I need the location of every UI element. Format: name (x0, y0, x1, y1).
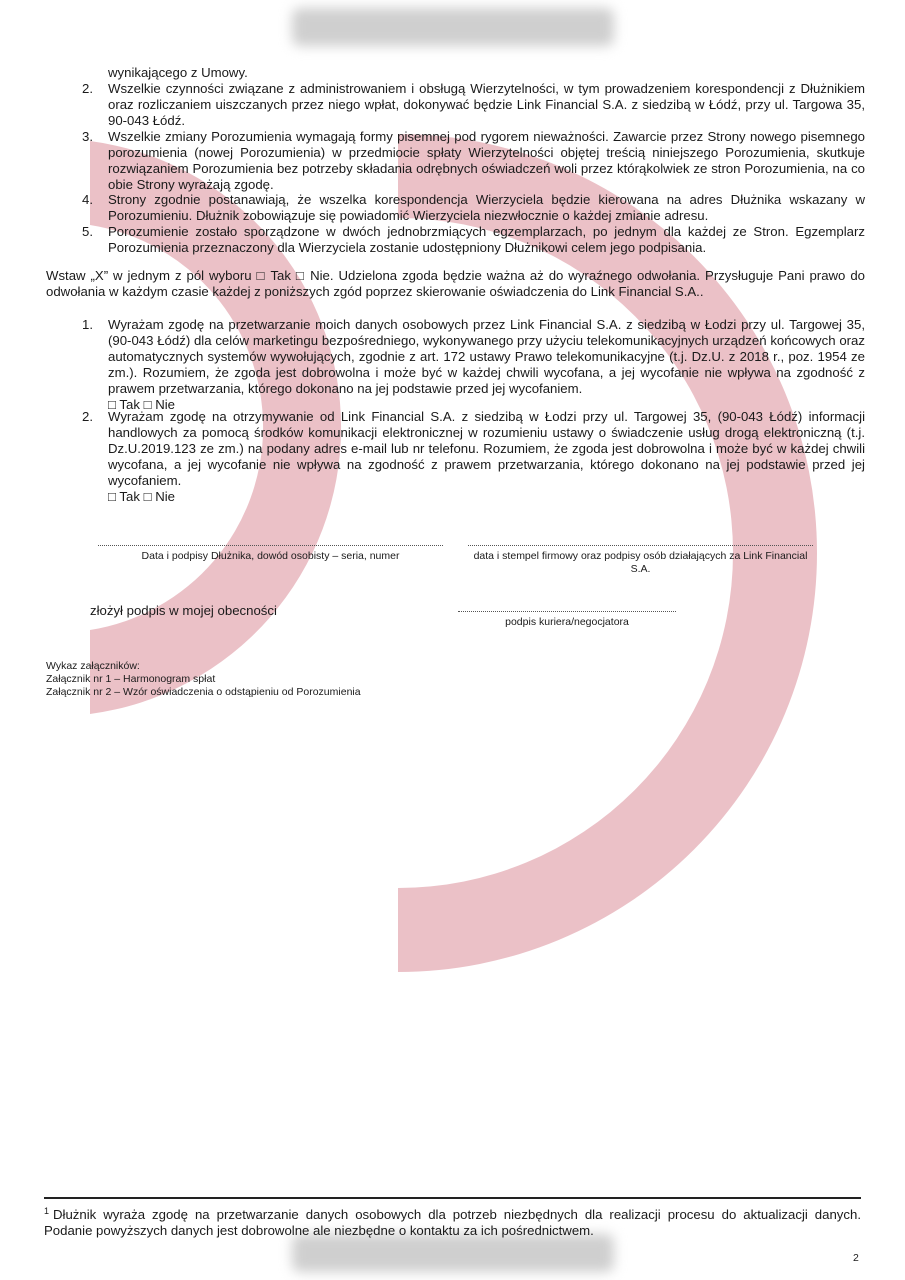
courier-signature-caption: podpis kuriera/negocjatora (505, 616, 629, 628)
consent-options[interactable]: □ Tak □ Nie (108, 397, 175, 412)
company-signature-caption: data i stempel firmowy oraz podpisy osób działających za Link Financial S.A. (473, 550, 808, 575)
attachments-list (46, 660, 361, 699)
list-item-number: 3. (82, 129, 93, 144)
debtor-signature-caption: Data i podpisy Dłużnika, dowód osobisty – seria, numer (141, 550, 400, 562)
witness-text: złożył podpis w mojej obecności (90, 603, 277, 618)
list-item-text: Wszelkie zmiany Porozumienia wymagają formy pisemnej pod rygorem nieważności. Zawarcie przez Strony nowego pisemnego porozumienia (nowej Porozumienia) w przedmiocie spłaty Wierzytelności objętej treścią niniejszego Porozumienia, skutkuje rozwiązaniem Porozumienia bez potrzeby składania odrębnych oświadczeń woli przez którąkolwiek ze stron Porozumienia, na co obie Strony wyrażają zgodę. (108, 129, 865, 192)
list-item (82, 81, 865, 129)
footnote-text: Dłużnik wyraża zgodę na przetwarzanie danych osobowych dla potrzeb niezbędnych dla realizacji procesu do aktualizacji danych. Podanie powyższych danych jest dobrowolne ale niezbędne o kontaktu za ich pośrednictwem. (44, 1207, 861, 1238)
attachment-item: Załącznik nr 1 – Harmonogram spłat (46, 673, 216, 685)
consent-item (82, 409, 865, 505)
list-item-number: 5. (82, 224, 93, 239)
footnote-divider (44, 1197, 861, 1199)
attachment-item: Załącznik nr 2 – Wzór oświadczenia o odstąpieniu od Porozumienia (46, 686, 361, 698)
debtor-signature-line (98, 545, 443, 546)
footnote-marker: 1 (44, 1206, 50, 1216)
footnote (44, 1203, 861, 1239)
list-item (82, 224, 865, 256)
consent-number: 1. (82, 317, 93, 332)
list-item (82, 192, 865, 224)
courier-signature-line (458, 611, 676, 612)
list-continuation: wynikającego z Umowy. (108, 65, 248, 80)
consent-intro: Wstaw „X” w jednym z pól wyboru □ Tak □ Nie. Udzielona zgoda będzie ważna aż do wyraźnego odwołania. Przysługuje Pani prawo do odwołania w każdym czasie każdej z poniższych zgód poprzez skierowanie oświadczenia do Link Financial S.A.. (46, 268, 865, 299)
consent-options[interactable]: □ Tak □ Nie (108, 489, 175, 504)
list-item-number: 2. (82, 81, 93, 96)
company-signature-line (468, 545, 813, 546)
consent-number: 2. (82, 409, 93, 424)
list-item-text: Wszelkie czynności związane z administrowaniem i obsługą Wierzytelności, w tym prowadzeniem korespondencji z Dłużnikiem oraz rozliczaniem uiszczanych przez niego wpłat, dokonywać będzie Link Financial S.A. z siedzibą w Łódź, przy ul. Targowa 35, 90-043 Łódź. (108, 81, 865, 128)
list-item (82, 129, 865, 193)
list-item-text: Porozumienie zostało sporządzone w dwóch jednobrzmiących egzemplarzach, po jednym dla każdej ze Stron. Egzemplarz Porozumienia przeznaczony dla Wierzyciela zostanie udostępniony Dłużnikowi celem jego podpisania. (108, 224, 865, 255)
list-item-number: 4. (82, 192, 93, 207)
page-number: 2 (853, 1252, 859, 1264)
consent-text: Wyrażam zgodę na przetwarzanie moich danych osobowych przez Link Financial S.A. z siedzibą w Łodzi przy ul. Targowej 35, (90-043 Łódź) dla celów marketingu bezpośredniego, wykonywanego przy użyciu telekomunikacyjnych urządzeń końcowych oraz automatycznych systemów wywołujących, zgodnie z art. 172 ustawy Prawo telekomunikacyjne (t.j. Dz.U. z 2018 r., poz. 1954 ze zm.). Rozumiem, że zgoda jest dobrowolna i może być w każdej chwili wycofana, a jej wycofanie nie wpływa na zgodność z prawem przetwarzania, którego dokonano na jej podstawie przed jej wycofaniem. (108, 317, 865, 396)
attachments-heading: Wykaz załączników: (46, 660, 140, 672)
consent-text: Wyrażam zgodę na otrzymywanie od Link Financial S.A. z siedzibą w Łodzi przy ul. Targowej 35, (90-043 Łódź) informacji handlowych za pomocą środków komunikacji elektronicznej w rozumieniu ustawy o świadczenie usług drogą elektroniczną (t.j. Dz.U.2019.123 ze zm.) na podany adres e-mail lub nr telefonu. Rozumiem, że zgoda jest dobrowolna i może być w każdej chwili wycofana, a jej wycofanie nie wpływa na zgodność z prawem przetwarzania, którego dokonano na jej podstawie przed jej wycofaniem. (108, 409, 865, 488)
consent-item (82, 317, 865, 413)
list-item-text: Strony zgodnie postanawiają, że wszelka korespondencja Wierzyciela będzie kierowana na adres Dłużnika wskazany w Porozumieniu. Dłużnik zobowiązuje się powiadomić Wierzyciela niezwłocznie o każdej zmianie adresu. (108, 192, 865, 223)
